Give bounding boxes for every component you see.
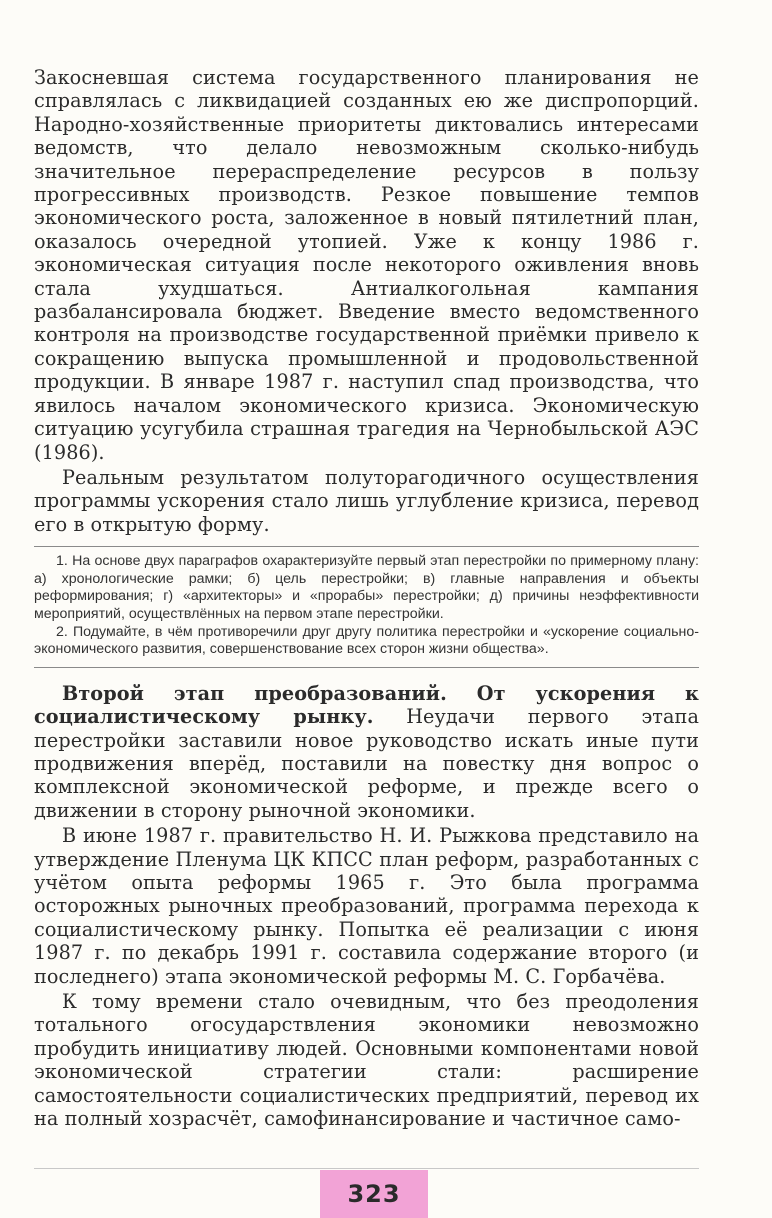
page-content — [34, 66, 699, 1130]
page-number: 323 — [347, 1180, 401, 1208]
paragraph-ryzhkov-plan: В июне 1987 г. правительство Н. И. Рыжкова представило на утверждение Пленума ЦК КПСС план реформ, разработанных с учётом опыта реформы 1965 г. Это была программа осторожных рыночных преобразований, программа перехода к социалистическому рынку. Попытка её реализации с июня 1987 г. по декабрь 1991 г. составила содержание второго (и последнего) этапа экономической реформы М. С. Горбачёва. — [34, 824, 699, 988]
paragraph-economic-crisis: Закосневшая система государственного планирования не справлялась с ликвидацией созданных ею же диспропорций. Народно-хозяйственные приоритеты диктовались интересами ведомств, что делало невозможным сколько-нибудь значительное перераспределение ресурсов в пользу прогрессивных производств. Резкое повышение темпов экономического роста, заложенное в новый пятилетний план, оказалось очередной утопией. Уже к концу 1986 г. экономическая ситуация после некоторого оживления вновь стала ухудшаться. Антиалкогольная кампания разбалансировала бюджет. Введение вместо ведомственного контроля на производстве государственной приёмки привело к сокращению выпуска промышленной и продовольственной продукции. В январе 1987 г. наступил спад производства, что явилось началом экономического кризиса. Экономическую ситуацию усугубила страшная трагедия на Чернобыльской АЭС (1986). — [34, 66, 699, 464]
page-number-badge — [320, 1170, 428, 1218]
question-1: 1. На основе двух параграфов охарактеризуйте первый этап перестройки по примерному плану: а) хронологические рамки; б) цель перестройки; в) главные направления и объекты реформирования; г) «архитекторы» и «прорабы» перестройки; д) причины неэффективности мероприятий, осуществлённых на первом этапе перестройки. — [34, 553, 699, 622]
questions-divider — [34, 667, 699, 668]
paragraph-acceleration-result: Реальным результатом полуторагодичного осуществления программы ускорения стало лишь углубление кризиса, перевод его в открытую форму. — [34, 465, 699, 536]
footer-divider — [34, 1168, 699, 1169]
paragraph-second-stage-text: Неудачи первого этапа перестройки заставили новое руководство искать иные пути продвижения вперёд, поставили на повестку дня вопрос о комплексной экономической реформе, и прежде всего о движении в сторону рыночной экономики. — [34, 705, 699, 822]
questions-block — [34, 546, 699, 667]
section-heading: Второй этап преобразований. От ускорения к социалистическому рынку. — [34, 681, 699, 729]
paragraph-new-strategy: К тому времени стало очевидным, что без преодоления тотального огосударствления экономики невозможно пробудить инициативу людей. Основными компонентами новой экономической стратегии стали: расширение самостоятельности социалистических предприятий, перевод их на полный хозрасчёт, самофинансирование и частичное само- — [34, 989, 699, 1130]
paragraph-second-stage — [34, 682, 699, 822]
question-2: 2. Подумайте, в чём противоречили друг другу политика перестройки и «ускорение социально-экономического развития, совершенствование всех сторон жизни общества». — [34, 623, 699, 658]
